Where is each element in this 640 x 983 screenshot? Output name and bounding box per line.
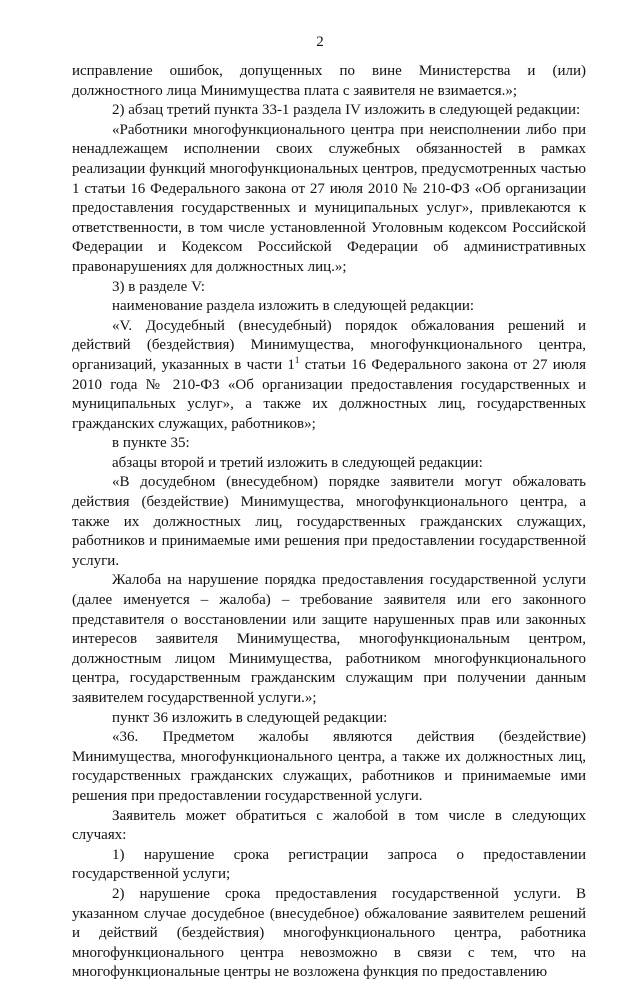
section-v-title-text: «V. Досудебный (внесудебный) порядок обжалования решений и действий (бездействия) Минимущества, многофункционального центра, организаций, указанных в части 1 [72,317,586,373]
document-body [72,62,586,983]
paragraph-point-35-quote-2: Жалоба на нарушение порядка предоставления государственной услуги (далее именуется – жалоба) – требование заявителя или его законного представителя о восстановлении или защите нарушенных прав или законных интересов заявителя Минимущества, многофункциональным центром, должностным лицом Минимущества, работником многофункционального центра, государственным гражданским служащим при получении данным заявителем государственной услуги.»; [72,572,586,706]
paragraph-case-1: 1) нарушение срока регистрации запроса о предоставлении государственной услуги; [72,846,586,883]
section-v-superscript: 1 [294,354,300,365]
paragraph-point-35-intro: абзацы второй и третий изложить в следующей редакции: [112,454,483,471]
paragraph-section-title-intro: наименование раздела изложить в следующей редакции: [112,298,475,315]
paragraph-item-2-heading: 2) абзац третий пункта 33-1 раздела IV изложить в следующей редакции: [112,102,581,119]
paragraph-point-35: в пункте 35: [112,435,190,452]
paragraph-point-36-intro: пункт 36 изложить в следующей редакции: [112,709,388,726]
paragraph-cases-intro: Заявитель может обратиться с жалобой в том числе в следующих случаях: [72,807,586,844]
page-number: 2 [316,34,324,50]
paragraph-item-3-heading: 3) в разделе V: [112,278,205,295]
paragraph-point-36-quote: «36. Предметом жалобы являются действия (бездействие) Минимущества, многофункционального центра, а также их должностных лиц, государственных гражданских служащих, работников и принимаемые ими решения при предоставлении государственной услуги. [72,729,586,804]
paragraph-point-35-quote-1: «В досудебном (внесудебном) порядке заявители могут обжаловать действия (бездействие) Минимущества, многофункционального центра, а также их должностных лиц, государственных гражданских служащих, работников и принимаемые ими решения при предоставлении государственной услуги. [72,474,586,569]
paragraph-item-2-quote: «Работники многофункционального центра при неисполнении либо при ненадлежащем исполнении своих служебных обязанностей в рамках реализации функций многофункциональных центров, предусмотренных частью 1 статьи 16 Федерального закона от 27 июля 2010 № 210-ФЗ «Об организации предоставления государственных и муниципальных услуг», привлекаются к ответственности, в том числе установленной Уголовным кодексом Российской Федерации и Кодексом Российской Федерации об административных правонарушениях для должностных лиц.»; [72,121,586,275]
paragraph-case-2: 2) нарушение срока предоставления государственной услуги. В указанном случае досудебное (внесудебное) обжалование заявителем решений и действий (бездействия) многофункционального центра, работника многофункционального центра невозможно в связи с тем, что на многофункциональные центры не возложена функция по предоставлению [72,885,586,981]
paragraph-section-v-title [72,317,586,435]
paragraph-continuation: исправление ошибок, допущенных по вине Министерства и (или) должностного лица Минимущества плата с заявителя не взимается.»; [72,63,586,99]
section-v-title-tail: статьи 16 Федерального закона от 27 июля 2010 года № 210-ФЗ «Об организации предоставления государственных и муниципальных услуг», а также их должностных лиц, государственных гражданских служащих, работников»; [72,356,586,432]
